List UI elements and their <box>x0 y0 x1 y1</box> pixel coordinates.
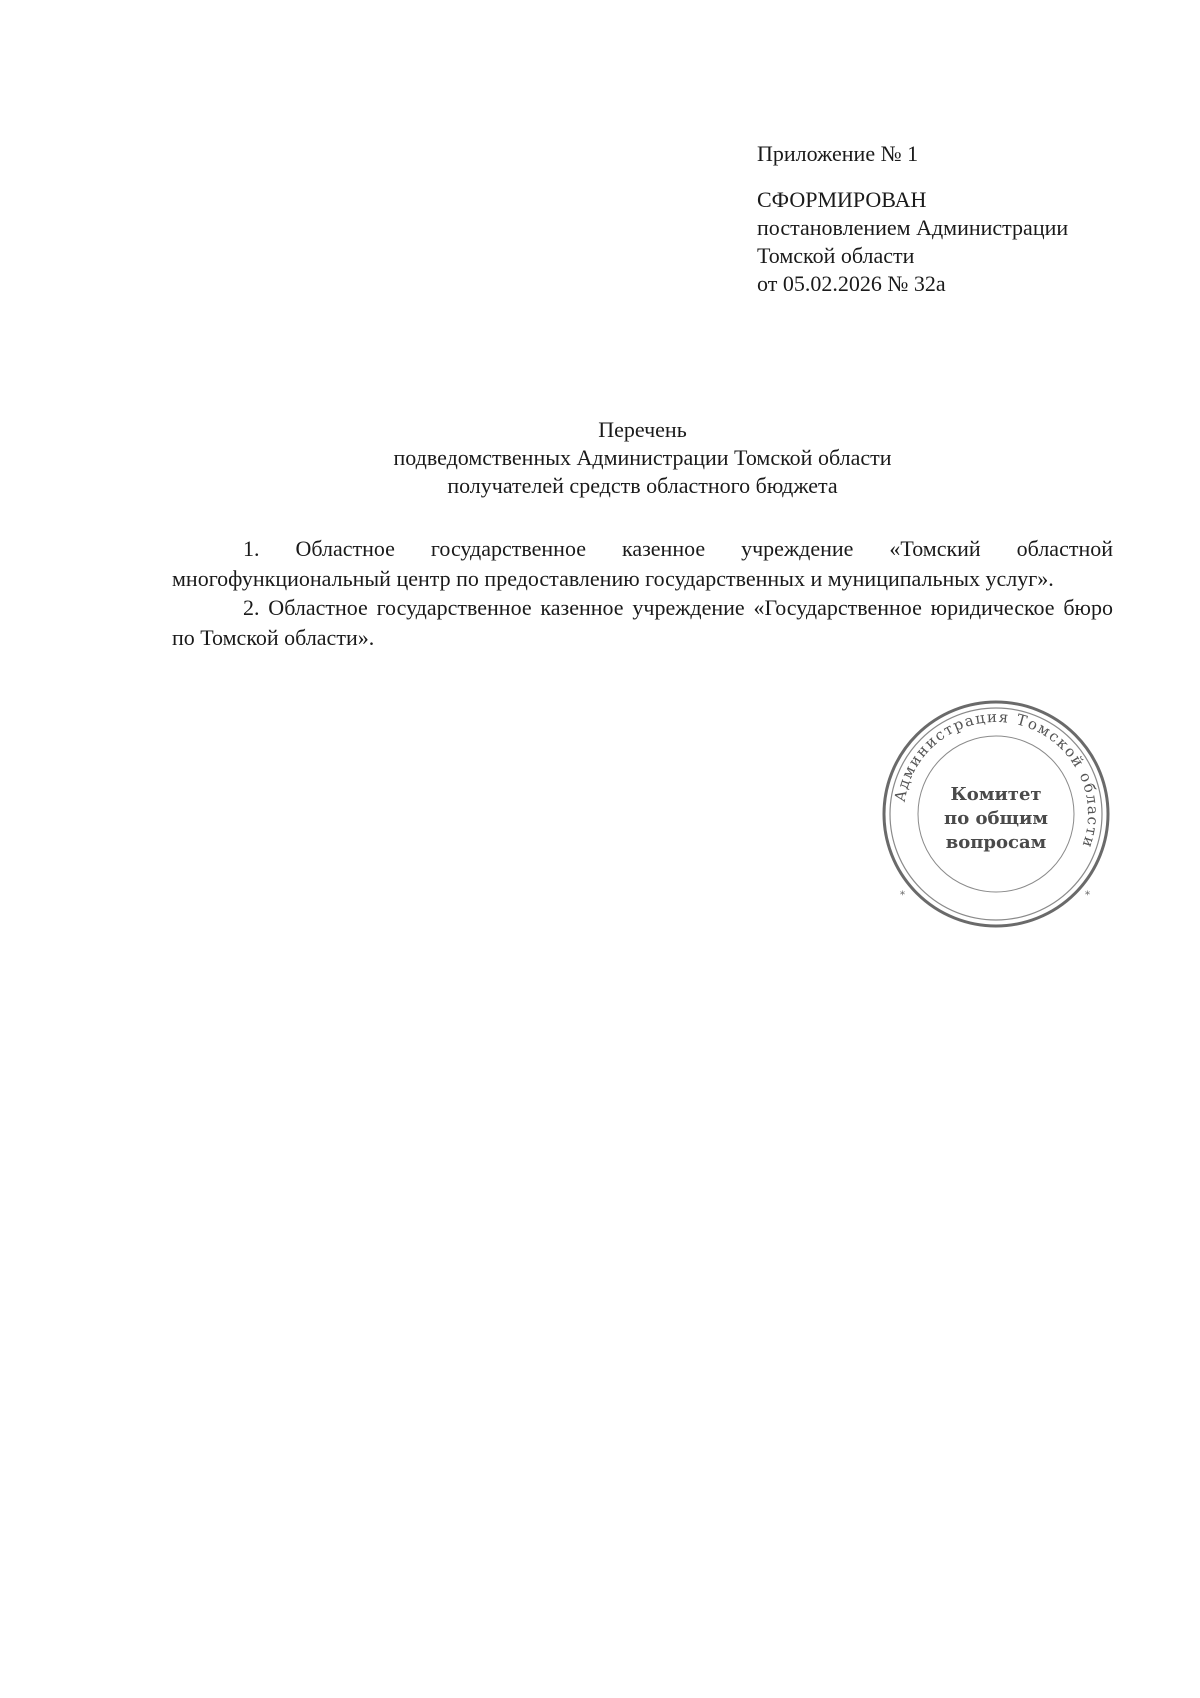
annex-number: Приложение № 1 <box>757 141 919 166</box>
seal-center-line-3: вопросам <box>945 832 1047 853</box>
title-line-3: получателей средств областного бюджета <box>447 473 838 498</box>
document-title <box>170 416 1115 500</box>
document-body <box>172 534 1113 652</box>
seal-star-right: * <box>1085 890 1090 901</box>
seal-ring-textpath: Администрация Томской области <box>890 707 1103 851</box>
title-line-1: Перечень <box>598 417 687 442</box>
list-item-2: 2. Областное государственное казенное учреждение «Государственное юридическое бюро по Томской области». <box>172 595 1113 650</box>
list-item-1: 1. Областное государственное казенное учреждение «Томский областной многофункциональный центр по предоставлению государственных и муниципальных услуг». <box>172 536 1113 591</box>
title-line-2: подведомственных Администрации Томской области <box>393 445 892 470</box>
annex-date-number: от 05.02.2026 № 32а <box>757 271 946 296</box>
seal-center-line-2: по общим <box>944 808 1048 829</box>
seal-center-line-1: Комитет <box>950 784 1042 805</box>
seal-star-left: * <box>900 890 905 901</box>
seal-graphic <box>880 698 1112 930</box>
annex-line-1: постановлением Администрации <box>757 215 1069 240</box>
annex-header <box>757 140 1068 298</box>
annex-line-2: Томской области <box>757 243 915 268</box>
official-seal <box>880 698 1112 930</box>
annex-status: СФОРМИРОВАН <box>757 187 927 212</box>
